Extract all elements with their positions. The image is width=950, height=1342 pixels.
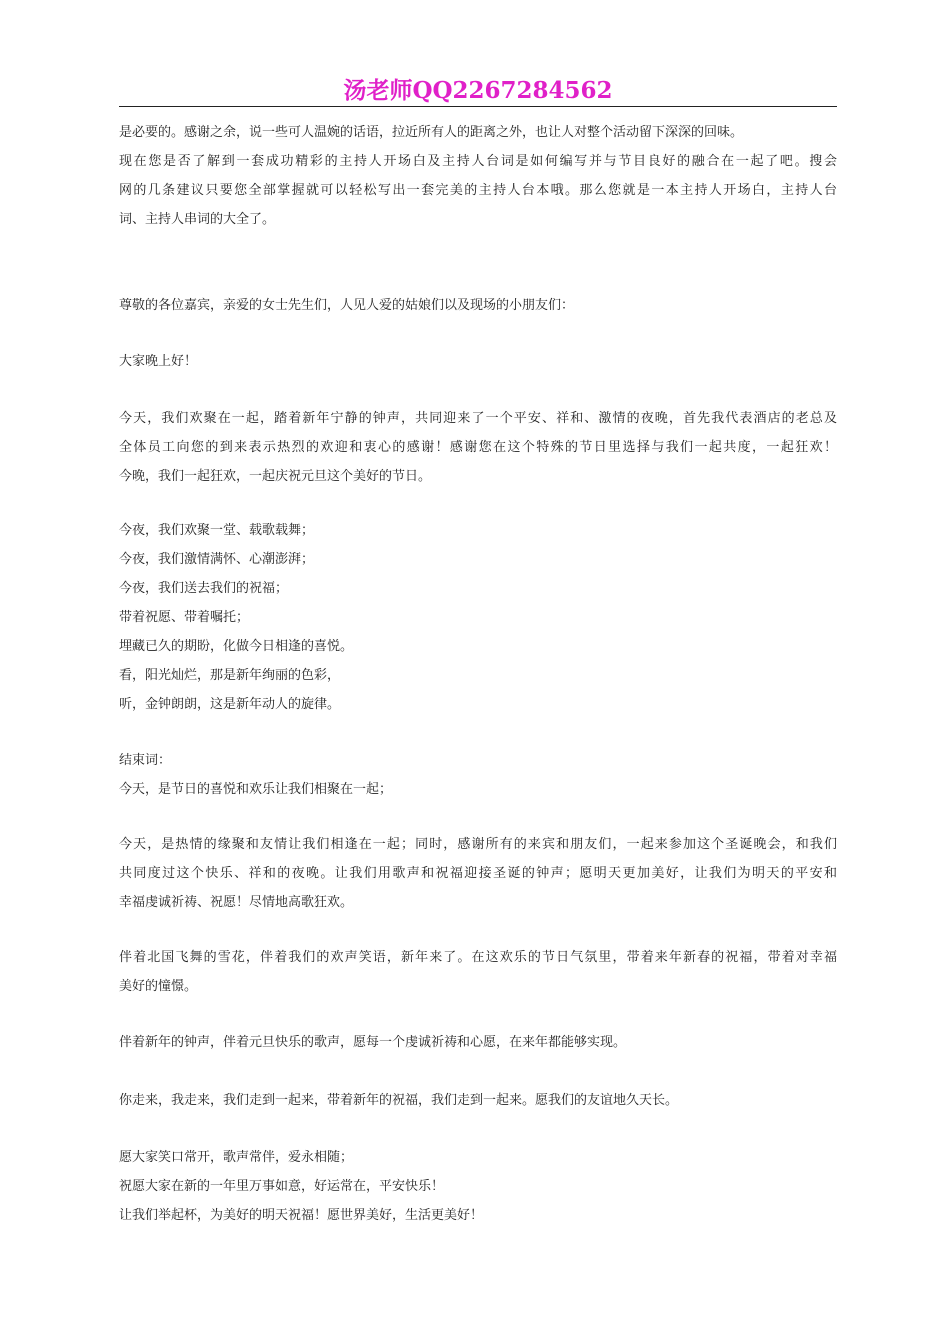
closing-line: 伴着北国飞舞的雪花，伴着我们的欢声笑语，新年来了。在这欢乐的节日气氛里，带着来年新春的祝福，带着对幸福 [119,950,837,965]
good-evening-line: 大家晚上好！ [119,354,198,369]
poem-line: 今夜，我们欢聚一堂、载歌载舞； [119,523,315,538]
header-title: 汤老师QQ2267284562 [343,77,613,104]
final-wishes [119,1143,837,1230]
final-line: 祝愿大家在新的一年里万事如意，好运常在，平安快乐！ [119,1179,445,1194]
intro-paragraph [119,118,837,234]
document-page [119,0,837,1223]
intro-line: 是必要的。感谢之余，说一些可人温婉的话语，拉近所有人的距离之外，也让人对整个活动留下深深的回味。 [119,125,744,140]
closing-section [119,746,837,804]
closing-line: 你走来，我走来，我们走到一起来，带着新年的祝福，我们走到一起来。愿我们的友谊地久天长。 [119,1093,679,1108]
closing-paragraph [119,1028,837,1057]
intro-line: 词、主持人串词的大全了。 [119,212,276,227]
poem-line: 今夜，我们送去我们的祝福； [119,581,289,596]
closing-line: 今天，是热情的缘聚和友情让我们相逢在一起；同时，感谢所有的来宾和朋友们，一起来参加这个圣诞晚会，和我们 [119,837,837,852]
poem-block [119,516,837,719]
poem-line: 埋藏已久的期盼，化做今日相逢的喜悦。 [119,639,354,654]
closing-line: 幸福虔诚祈祷、祝愿！尽情地高歌狂欢。 [119,895,354,910]
closing-paragraph [119,943,837,1001]
closing-first-line: 今天，是节日的喜悦和欢乐让我们相聚在一起； [119,782,393,797]
poem-line: 带着祝愿、带着嘱托； [119,610,250,625]
poem-line: 看，阳光灿烂，那是新年绚丽的色彩， [119,668,341,683]
closing-label: 结束词： [119,753,172,768]
closing-line: 伴着新年的钟声，伴着元旦快乐的歌声，愿每一个虔诚祈祷和心愿，在来年都能够实现。 [119,1035,627,1050]
greeting-line: 尊敬的各位嘉宾，亲爱的女士先生们，人见人爱的姑娘们以及现场的小朋友们： [119,298,575,313]
closing-line: 共同度过这个快乐、祥和的夜晚。让我们用歌声和祝福迎接圣诞的钟声；愿明天更加美好，让我们为明天的平安和 [119,866,837,881]
final-line: 让我们举起杯，为美好的明天祝福！愿世界美好，生活更美好！ [119,1208,484,1223]
closing-paragraph [119,830,837,917]
welcome-line: 今晚，我们一起狂欢，一起庆祝元旦这个美好的节日。 [119,469,432,484]
poem-line: 听，金钟朗朗，这是新年动人的旋律。 [119,697,341,712]
welcome-paragraph [119,404,837,491]
good-evening-paragraph [119,347,837,376]
intro-line: 网的几条建议只要您全部掌握就可以轻松写出一套完美的主持人台本哦。那么您就是一本主持人开场白，主持人台 [119,183,837,198]
welcome-line: 全体员工向您的到来表示热烈的欢迎和衷心的感谢！感谢您在这个特殊的节日里选择与我们一起共度，一起狂欢！ [119,440,837,455]
closing-paragraph [119,1086,837,1115]
welcome-line: 今天，我们欢聚在一起，踏着新年宁静的钟声，共同迎来了一个平安、祥和、激情的夜晚，首先我代表酒店的老总及 [119,411,837,426]
header-divider [119,106,837,107]
page-header [119,0,837,108]
final-line: 愿大家笑口常开，歌声常伴，爱永相随； [119,1150,354,1165]
poem-line: 今夜，我们激情满怀、心潮澎湃； [119,552,315,567]
intro-line: 现在您是否了解到一套成功精彩的主持人开场白及主持人台词是如何编写并与节目良好的融合在一起了吧。搜会 [119,154,837,169]
greeting-paragraph [119,291,837,320]
closing-line: 美好的憧憬。 [119,979,198,994]
